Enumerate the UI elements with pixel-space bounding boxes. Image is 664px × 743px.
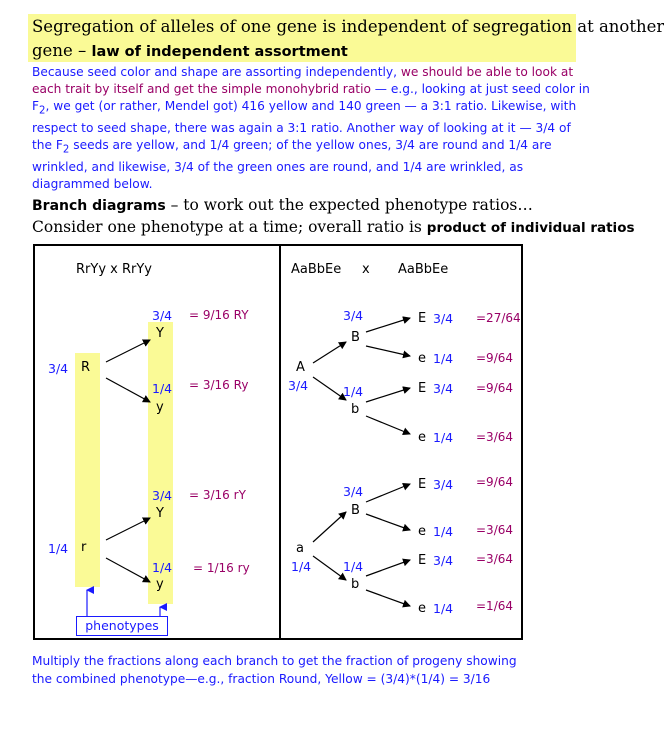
leaf-6-allele: e xyxy=(418,524,426,539)
branch-4-allele: y xyxy=(156,577,164,592)
branch-1-allele: Y xyxy=(156,326,164,341)
right-cross-parent-2: AaBbEe xyxy=(398,262,449,277)
leaf-7-allele: E xyxy=(418,553,427,568)
r-dominant-allele: R xyxy=(81,360,91,375)
mid-3-fraction: 3/4 xyxy=(343,484,364,499)
branch-3-result: = 3/16 rY xyxy=(189,488,246,502)
leaf-6-fraction: 1/4 xyxy=(433,524,454,539)
right-cross-x: x xyxy=(362,262,370,277)
leaf-4-allele: e xyxy=(418,430,426,445)
leaf-4-fraction: 1/4 xyxy=(433,430,454,445)
mid-3-allele: B xyxy=(351,503,360,518)
phenotypes-label: phenotypes xyxy=(76,616,168,636)
left-cross-label: RrYy x RrYy xyxy=(76,262,152,277)
leaf-2-fraction: 1/4 xyxy=(433,351,454,366)
leaf-7-result: =3/64 xyxy=(476,552,514,566)
title-line-2: gene – law of independent assortment xyxy=(32,41,348,60)
footer-line-2: the combined phenotype—e.g., fraction Round, Yellow = (3/4)*(1/4) = 3/16 xyxy=(32,672,491,686)
mid-1-allele: B xyxy=(351,330,360,345)
branch-3-allele: Y xyxy=(156,506,164,521)
mid-2-allele: b xyxy=(351,402,360,417)
r-fraction: 3/4 xyxy=(48,361,69,376)
leaf-8-result: =1/64 xyxy=(476,599,514,613)
a-dominant-fraction: 3/4 xyxy=(288,378,309,393)
leaf-3-fraction: 3/4 xyxy=(433,381,454,396)
mid-4-fraction: 1/4 xyxy=(343,559,364,574)
explanation-paragraph: Because seed color and shape are assorting independently, we should be able to look at each trait by itself and get the simple monohybrid ratio — e.g., looking at just seed color in $F_2$, we get (or rather, Mendel got) 416 yellow and 140 green — a 3:1 ratio. Likewise, with respect to seed shape, there was again a 3:1 ratio. Another way of looking at it — 3/4 of the $F_2$ seeds are yellow, and 1/4 green; of the yellow ones, 3/4 are round and 1/4 are wrinkled, and likewise, 3/4 of the green ones are round, and 1/4 are wrinkled, as diagrammed below. xyxy=(32,65,590,192)
r-recessive-allele: r xyxy=(81,540,87,555)
a-recessive-allele: a xyxy=(296,541,304,556)
branch-1-result: = 9/16 RY xyxy=(189,308,249,322)
leaf-3-allele: E xyxy=(418,381,427,396)
consider-line: Consider one phenotype at a time; overall ratio is product of individual ratios xyxy=(32,218,635,236)
leaf-1-fraction: 3/4 xyxy=(433,311,454,326)
branch-1-fraction: 3/4 xyxy=(152,308,173,323)
branch-3-fraction: 3/4 xyxy=(152,488,173,503)
branch-2-fraction: 1/4 xyxy=(152,381,173,396)
leaf-5-result: =9/64 xyxy=(476,475,514,489)
branch-2-allele: y xyxy=(156,400,164,415)
leaf-6-result: =3/64 xyxy=(476,523,514,537)
leaf-8-allele: e xyxy=(418,601,426,616)
branch-4-fraction: 1/4 xyxy=(152,560,173,575)
law-of-independent-assortment: law of independent assortment xyxy=(91,44,348,60)
leaf-4-result: =3/64 xyxy=(476,430,514,444)
leaf-2-result: =9/64 xyxy=(476,351,514,365)
leaf-3-result: =9/64 xyxy=(476,381,514,395)
branch-2-result: = 3/16 Ry xyxy=(189,378,249,392)
leaf-1-allele: E xyxy=(418,311,427,326)
branch-diagrams-heading: Branch diagrams – to work out the expected phenotype ratios… xyxy=(32,196,533,214)
title-line-1: Segregation of alleles of one gene is independent of segregation at another xyxy=(32,17,664,36)
leaf-8-fraction: 1/4 xyxy=(433,601,454,616)
leaf-2-allele: e xyxy=(418,351,426,366)
a-dominant-allele: A xyxy=(296,360,305,375)
mid-4-allele: b xyxy=(351,577,360,592)
leaf-1-result: =27/64 xyxy=(476,311,521,325)
leaf-7-fraction: 3/4 xyxy=(433,553,454,568)
a-recessive-fraction: 1/4 xyxy=(291,559,312,574)
leaf-5-allele: E xyxy=(418,477,427,492)
leaf-5-fraction: 3/4 xyxy=(433,477,454,492)
mid-2-fraction: 1/4 xyxy=(343,384,364,399)
right-cross-parent-1: AaBbEe xyxy=(291,262,342,277)
footer-line-1: Multiply the fractions along each branch to get the fraction of progeny showing xyxy=(32,654,517,668)
branch-4-result: = 1/16 ry xyxy=(193,561,250,575)
r-recessive-fraction: 1/4 xyxy=(48,541,69,556)
mid-1-fraction: 3/4 xyxy=(343,308,364,323)
